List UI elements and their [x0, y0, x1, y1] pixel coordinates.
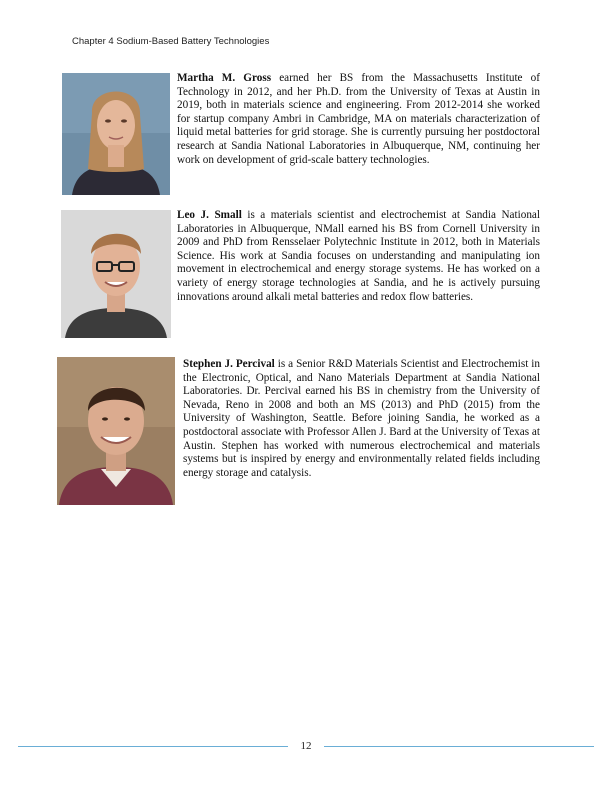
bio-body: earned her BS from the Massachusetts Institute of Technology in 2012, and her Ph.D. from the University of Texas at Austin in 2019, both in materials science and engineering. From 2012-2014 she worked for startup company Ambri in Cambridge, MA on materials characterization of liquid metal batteries for grid storage. She is currently pursuing her postdoctoral research at Sandia National Laboratories in Albuquerque, NM, continuing her work on development of grid-scale battery technologies.: [177, 72, 540, 166]
bio-name: Leo J. Small: [177, 209, 242, 221]
bio-leo-small: [177, 209, 540, 304]
bio-stephen-percival: [183, 358, 540, 480]
portrait-martha-gross: [62, 73, 170, 195]
footer-rule-left: [18, 746, 288, 747]
bio-body: is a Senior R&D Materials Scientist and Electrochemist in the Electronic, Optical, and Nano Materials Department at Sandia National Laboratories. Dr. Percival earned his BS in chemistry from the University of Nevada, Reno in 2008 and both an MS (2013) and PhD (2015) from the University of Washington, Seattle. Before joining Sandia, he worked as a postdoctoral associate with Professor Allen J. Bard at the University of Texas at Austin. Stephen has worked with numerous electrochemical and materials systems but is inspired by energy and environmentally related fields including energy storage and catalysis.: [183, 358, 540, 479]
page-number: 12: [300, 740, 312, 752]
footer-rule-right: [324, 746, 594, 747]
bio-name: Stephen J. Percival: [183, 358, 275, 370]
bio-body: is a materials scientist and electrochemist at Sandia National Laboratories in Albuquerque, NMall earned his BS from Cornell University in 2009 and PhD from Rensselaer Polytechnic Institute in 2012, both in Materials Science. His work at Sandia focuses on understanding and manipulating ion movement in electrochemical and energy storage systems. He has worked on a variety of energy storage technologies at Sandia, and he is actively pursuing innovations around alkali metal batteries and redox flow batteries.: [177, 209, 541, 303]
running-head: Chapter 4 Sodium-Based Battery Technologies: [72, 36, 270, 47]
bio-martha-gross: [177, 72, 540, 167]
portrait-leo-small: [61, 210, 171, 338]
bio-name: Martha M. Gross: [177, 72, 272, 84]
portrait-stephen-percival: [57, 357, 175, 505]
